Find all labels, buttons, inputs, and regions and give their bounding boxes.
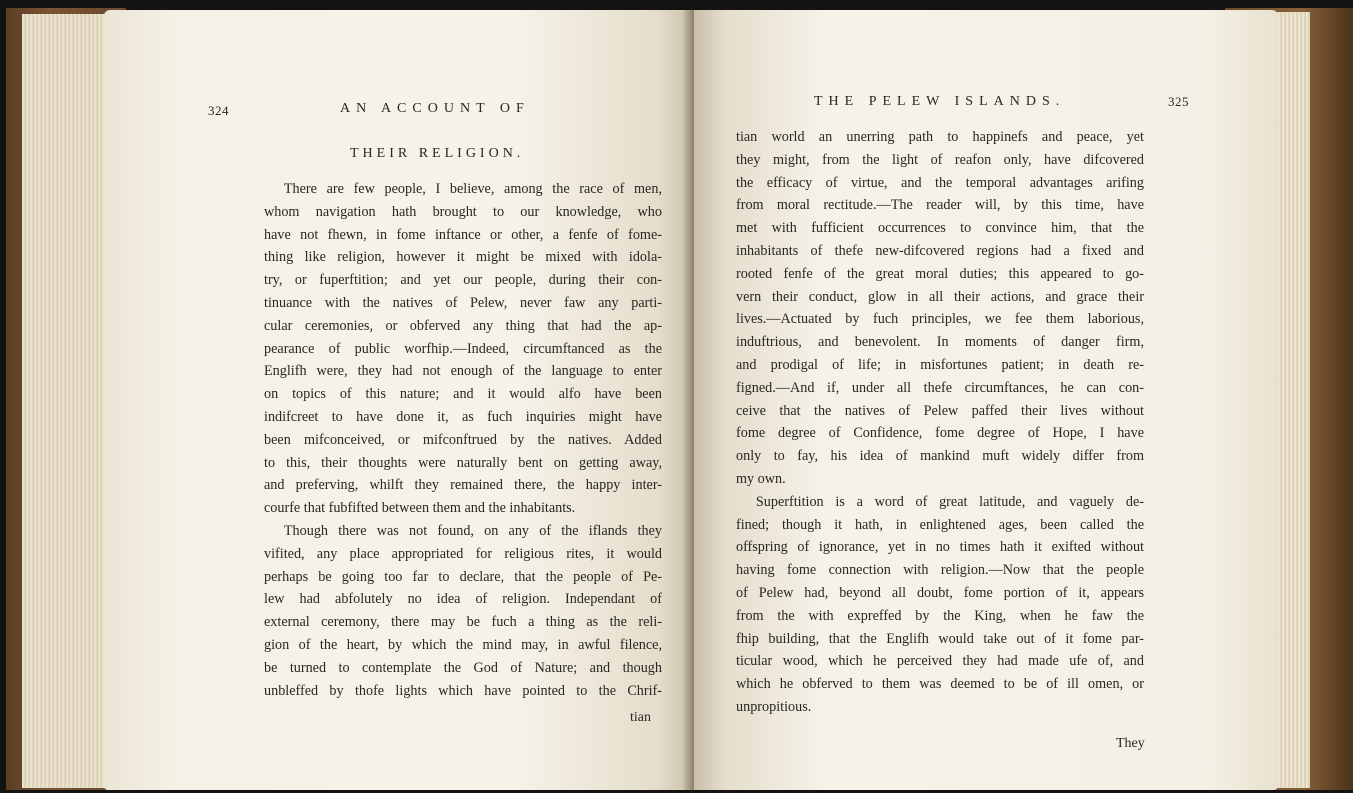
text-line: indifcreet to have done it, as fuch inquiries might have bbox=[264, 408, 662, 425]
text-line: Superftition is a word of great latitude, and vaguely de- bbox=[755, 493, 1144, 510]
page-number-left: 324 bbox=[208, 103, 229, 118]
text-line: be turned to contemplate the God of Nature; and though bbox=[264, 659, 662, 676]
text-line: the efficacy of virtue, and the temporal advantages arifing bbox=[736, 174, 1144, 191]
right-page bbox=[694, 10, 1278, 790]
text-line: fined; though it hath, in enlightened ages, been called the bbox=[736, 516, 1144, 533]
text-line: and preferving, whilft they remained there, the happy inter- bbox=[264, 477, 662, 494]
text-line: from moral rectitude.—The reader will, by this time, have bbox=[736, 197, 1144, 214]
text-line: having fome connection with religion.—Now that the people bbox=[736, 562, 1144, 579]
catchword-right: They bbox=[1116, 736, 1145, 751]
text-line: induftrious, and benevolent. In moments of danger firm, bbox=[736, 334, 1144, 351]
text-line: tinuance with the natives of Pelew, never faw any parti- bbox=[264, 294, 662, 311]
text-line: they might, from the light of reafon only, have difcovered bbox=[736, 151, 1144, 168]
text-line: lew had abfolutely no idea of religion. Independant of bbox=[264, 591, 662, 608]
text-line: on topics of this nature; and it would alfo have been bbox=[264, 386, 662, 403]
text-line: Englifh were, they had not enough of the language to enter bbox=[264, 363, 662, 380]
text-line: inhabitants of thefe new-difcovered regions had a fixed and bbox=[736, 242, 1144, 259]
section-title: THEIR RELIGION. bbox=[350, 146, 525, 161]
text-line: perhaps be going too far to declare, that the people of Pe- bbox=[264, 568, 662, 585]
text-line: gion of the heart, by which the mind may, in awful filence, bbox=[264, 636, 662, 653]
text-line: have not fhewn, in fome inftance or other, a fenfe of fome- bbox=[264, 226, 662, 243]
text-line: rooted fenfe of the great moral duties; this appeared to go- bbox=[736, 265, 1144, 282]
body-text-right bbox=[736, 126, 1144, 719]
text-line: unbleffed by thofe lights which have pointed to the Chrif- bbox=[264, 682, 662, 699]
text-line: pearance of public worfhip.—Indeed, circumftanced as the bbox=[264, 340, 662, 357]
text-line: lives.—Actuated by fuch principles, we fee them laborious, bbox=[736, 311, 1144, 328]
running-head-right: THE PELEW ISLANDS. bbox=[814, 94, 1066, 109]
catchword-left: tian bbox=[630, 710, 651, 725]
text-line: to this, their thoughts were naturally bent on getting away, bbox=[264, 454, 662, 471]
text-line: cular ceremonies, or obferved any thing that had the ap- bbox=[264, 317, 662, 334]
text-line: from the with expreffed by the King, when he faw the bbox=[736, 607, 1144, 624]
text-line: vifited, any place appropriated for religious rites, it would bbox=[264, 545, 662, 562]
text-line: ceive that the natives of Pelew paffed their lives without bbox=[736, 402, 1144, 419]
text-line: offspring of ignorance, yet in no times hath it exifted without bbox=[736, 539, 1144, 556]
text-line: There are few people, I believe, among the race of men, bbox=[283, 181, 662, 197]
text-line: whom navigation hath brought to our knowledge, who bbox=[264, 203, 662, 220]
text-line: try, or fuperftition; and yet our people, during their con- bbox=[264, 272, 662, 289]
text-line: met with fufficient occurrences to convince him, that the bbox=[736, 220, 1144, 237]
text-line: of Pelew had, beyond all doubt, fome portion of it, appears bbox=[736, 584, 1144, 601]
text-line: figned.—And if, under all thefe circumftances, he can con- bbox=[736, 379, 1144, 396]
text-line: tian world an unerring path to happinefs and peace, yet bbox=[736, 129, 1144, 145]
text-line: ticular wood, which he perceived they had made ufe of, and bbox=[736, 653, 1144, 670]
body-text-left bbox=[264, 178, 662, 702]
text-line: my own. bbox=[736, 470, 786, 487]
text-line: vern their conduct, glow in all their actions, and grace their bbox=[736, 288, 1144, 305]
text-line: Though there was not found, on any of the iflands they bbox=[283, 522, 662, 539]
page-number-right: 325 bbox=[1168, 94, 1189, 109]
text-line: been mifconceived, or mifconftrued by the natives. Added bbox=[264, 431, 662, 448]
text-line: only to fay, his idea of mankind muft widely differ from bbox=[736, 448, 1144, 465]
text-line: unpropitious. bbox=[736, 698, 812, 715]
text-line: which he obferved to them was deemed to be of ill omen, or bbox=[736, 676, 1144, 693]
text-line: courfe that fubfifted between them and the inhabitants. bbox=[264, 500, 576, 517]
text-line: fome degree of Confidence, fome degree of Hope, I have bbox=[736, 425, 1144, 442]
text-line: external ceremony, there may be fuch a thing as the reli- bbox=[264, 614, 662, 631]
text-line: thing like religion, however it might be mixed with idola- bbox=[264, 249, 662, 266]
left-page bbox=[104, 10, 694, 790]
running-head-left: AN ACCOUNT OF bbox=[340, 101, 530, 116]
text-line: and prodigal of life; in misfortunes patient; in death re- bbox=[736, 356, 1144, 373]
text-line: fhip building, that the Englifh would take out of it fome par- bbox=[736, 630, 1144, 647]
